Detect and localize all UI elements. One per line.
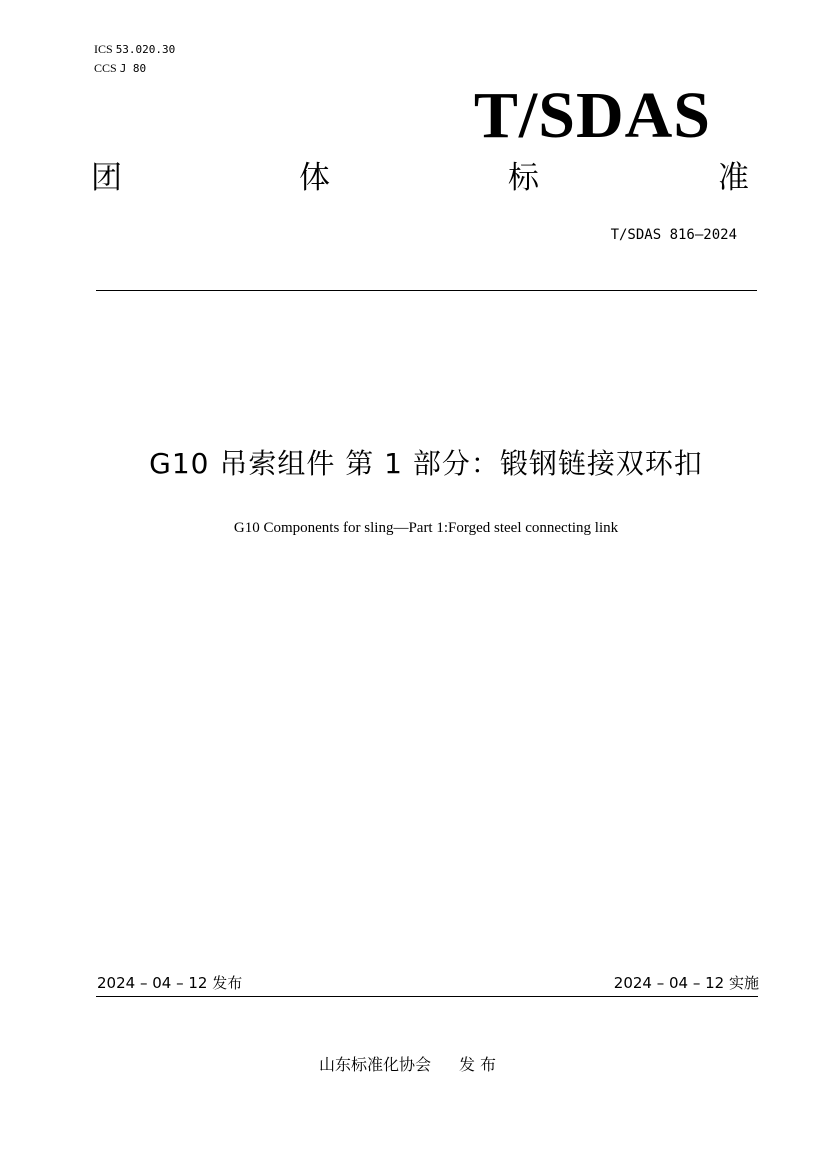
ccs-label: CCS <box>94 61 117 75</box>
document-title-en: G10 Components for sling—Part 1:Forged steel connecting link <box>233 520 619 536</box>
standard-type-char: 准 <box>718 160 749 196</box>
ics-value: 53.020.30 <box>115 43 176 56</box>
publisher-action: 发 布 <box>458 1055 497 1074</box>
top-divider <box>96 290 757 291</box>
publisher-name: 山东标准化协会 <box>318 1055 431 1074</box>
standard-type-char: 体 <box>299 160 330 196</box>
standard-type-char: 团 <box>91 160 122 196</box>
ics-label: ICS <box>94 42 113 56</box>
standard-type-char: 标 <box>508 160 539 196</box>
publisher-line <box>0 1054 815 1076</box>
implementation-date: 2024 – 04 – 12 实施 <box>613 974 759 992</box>
ccs-value: J 80 <box>119 62 147 75</box>
document-title-zh: G10 吊索组件 第 1 部分：锻钢链接双环扣 <box>149 447 703 480</box>
ccs-code <box>94 60 146 77</box>
bottom-divider <box>96 996 758 997</box>
ics-code <box>94 41 175 58</box>
issue-date: 2024 – 04 – 12 发布 <box>97 974 243 992</box>
standard-logo: T/SDAS <box>473 79 711 152</box>
standard-number: T/SDAS 816—2024 <box>610 227 737 243</box>
